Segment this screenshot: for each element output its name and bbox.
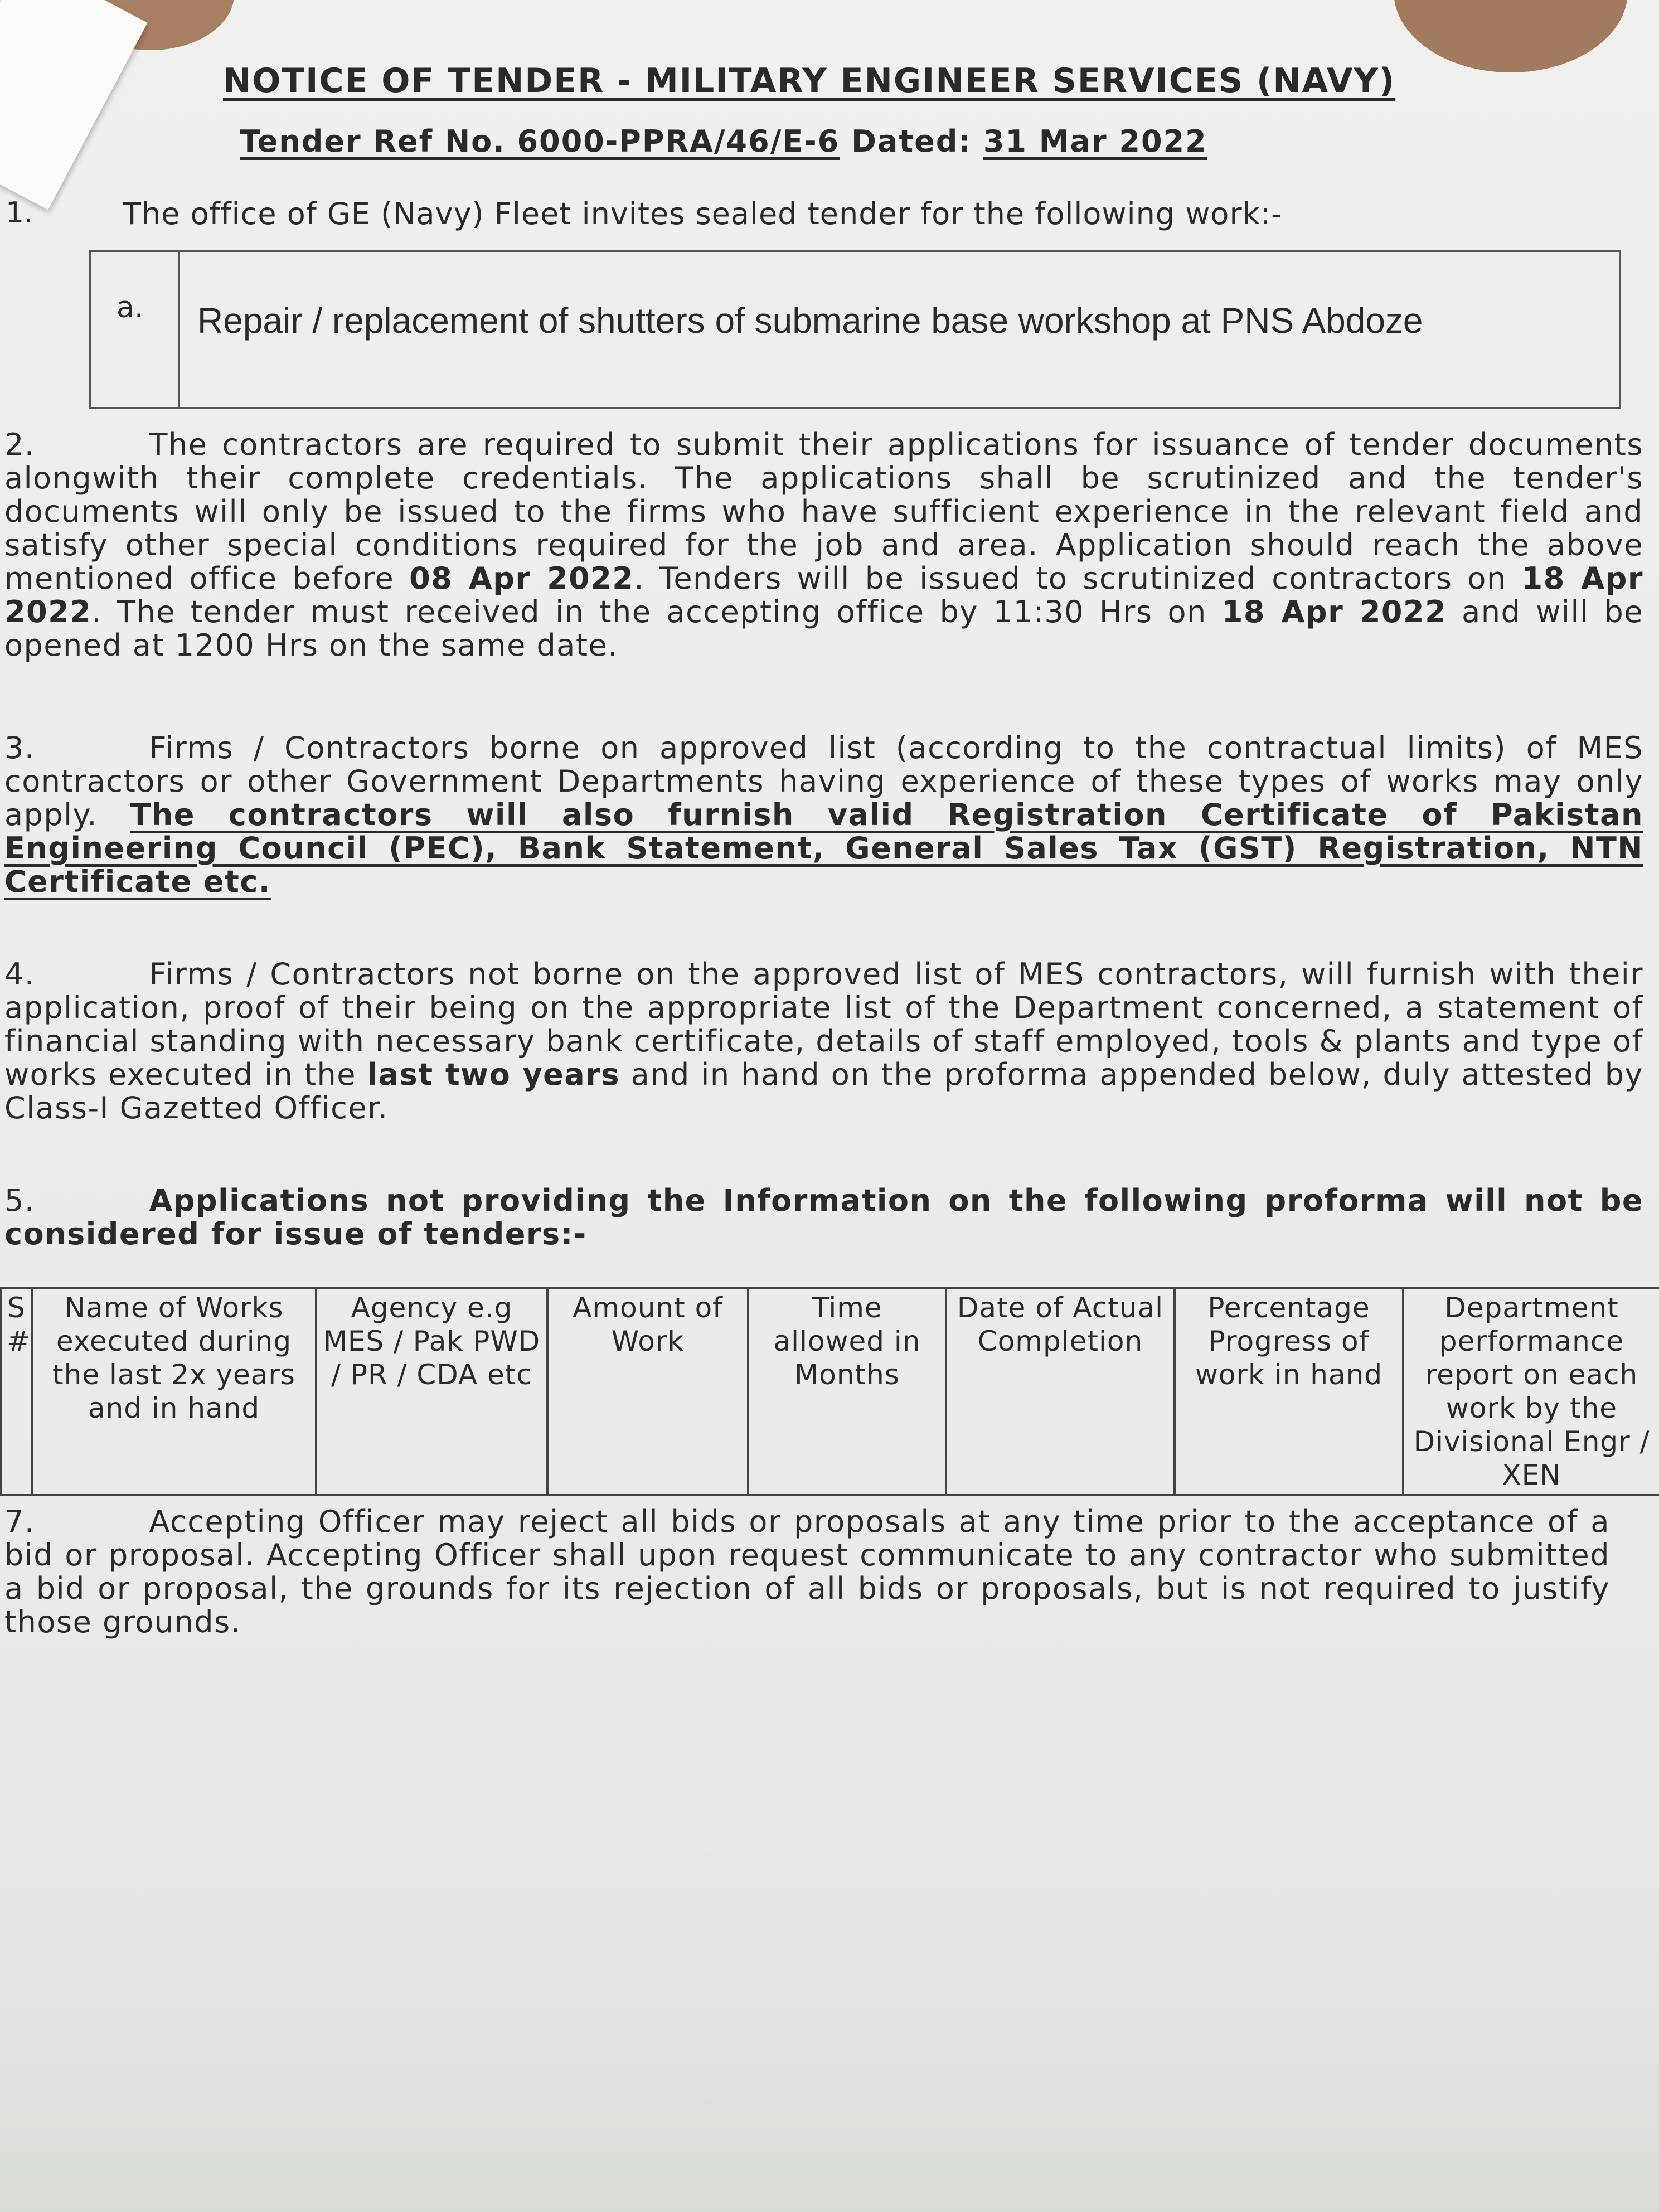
para-2-text: The contractors are required to submit their applications for issuance of tender documents alongwith their complete credentials. The applications shall be scrutinized and the tender's documents will only be issued to the firms who have sufficient experience in the relevant field and satisfy other special conditions required for the job and area. Application should reach the above mentioned office before — [4, 427, 1643, 596]
para-3-text: Firms / Contractors borne on approved list (according to the contractual limits) of MES contractors or other Government Departments having experience of these types of works may only apply. — [4, 730, 1643, 832]
col-completion-date: Date of Actual Completion — [946, 1288, 1175, 1495]
para-1-number: 1. — [6, 196, 33, 230]
proforma-table — [0, 1287, 1659, 1496]
para-2-number: 2. — [4, 427, 35, 462]
tender-date: 31 Mar 2022 — [983, 124, 1207, 159]
page-shading — [0, 1840, 1659, 2212]
col-works-executed: Name of Works executed during the last 2x years and in hand — [32, 1288, 316, 1495]
para-3 — [4, 731, 1643, 899]
col-performance-report: Department performance report on each work by the Divisional Engr / XEN — [1403, 1288, 1659, 1495]
col-amount-of-work: Amount of Work — [547, 1288, 748, 1495]
para-4-number: 4. — [4, 957, 35, 992]
para-4-text: and in hand on the proforma appended below, duly attested by Class-I Gazetted Officer. — [4, 1057, 1643, 1126]
tender-reference — [240, 124, 1207, 159]
para-4-text: Firms / Contractors not borne on the approved list of MES contractors, will furnish with their application, proof of their being on the appropriate list of the Department concerned, a statement of financial standing with necessary bank certificate, details of staff employed, tools & plants and type of works executed in the — [4, 957, 1643, 1092]
notice-title: NOTICE OF TENDER - MILITARY ENGINEER SERVICES (NAVY) — [223, 61, 1396, 100]
issue-date: 18 Apr 2022 — [4, 561, 1643, 629]
para-7-number: 7. — [4, 1504, 35, 1539]
work-item-box — [89, 250, 1621, 409]
para-2-text: . The tender must received in the accepting office by 11:30 Hrs on — [91, 594, 1222, 629]
work-item-description: Repair / replacement of shutters of submarine base workshop at PNS Abdoze — [197, 300, 1423, 341]
col-time-allowed: Time allowed in Months — [748, 1288, 946, 1495]
work-item-letter: a. — [117, 291, 144, 324]
para-2 — [4, 428, 1643, 662]
dated-label: Dated: — [851, 124, 972, 159]
para-5 — [4, 1184, 1643, 1251]
para-5-text: Applications not providing the Information on the following proforma will not be considered for issue of tenders:- — [4, 1183, 1643, 1251]
proforma-header-row — [1, 1288, 1659, 1495]
tender-ref-number: Tender Ref No. 6000-PPRA/46/E-6 — [240, 124, 840, 159]
col-serial-number: S # — [1, 1288, 32, 1495]
page-corner-fold — [0, 0, 148, 210]
para-2-text: . Tenders will be issued to scrutinized contractors on — [634, 561, 1522, 596]
submission-date: 18 Apr 2022 — [1221, 594, 1447, 629]
para-4 — [4, 958, 1643, 1125]
para-3-number: 3. — [4, 730, 35, 765]
required-documents: The contractors will also furnish valid Registration Certificate of Pakistan Engineering Council (PEC), Bank Statement, General Sales Tax (GST) Registration, NTN Certificate etc. — [4, 797, 1643, 899]
work-box-divider — [178, 252, 180, 407]
para-7-text: Accepting Officer may reject all bids or proposals at any time prior to the acceptance of a bid or proposal. Accepting Officer shall upon request communicate to any contractor who submitted a bid or proposal, the grounds for its rejection of all bids or proposals, but is not required to justify those grounds. — [4, 1504, 1610, 1639]
experience-period: last two years — [367, 1057, 620, 1092]
para-7 — [4, 1505, 1610, 1639]
application-deadline: 08 Apr 2022 — [409, 561, 634, 596]
para-2-text: and will be opened at 1200 Hrs on the same date. — [4, 594, 1643, 663]
para-5-number: 5. — [4, 1183, 35, 1218]
col-percentage-progress: Percentage Progress of work in hand — [1175, 1288, 1403, 1495]
col-agency: Agency e.g MES / Pak PWD / PR / CDA etc — [316, 1288, 547, 1495]
para-1-text: The office of GE (Navy) Fleet invites sealed tender for the following work:- — [123, 196, 1283, 231]
